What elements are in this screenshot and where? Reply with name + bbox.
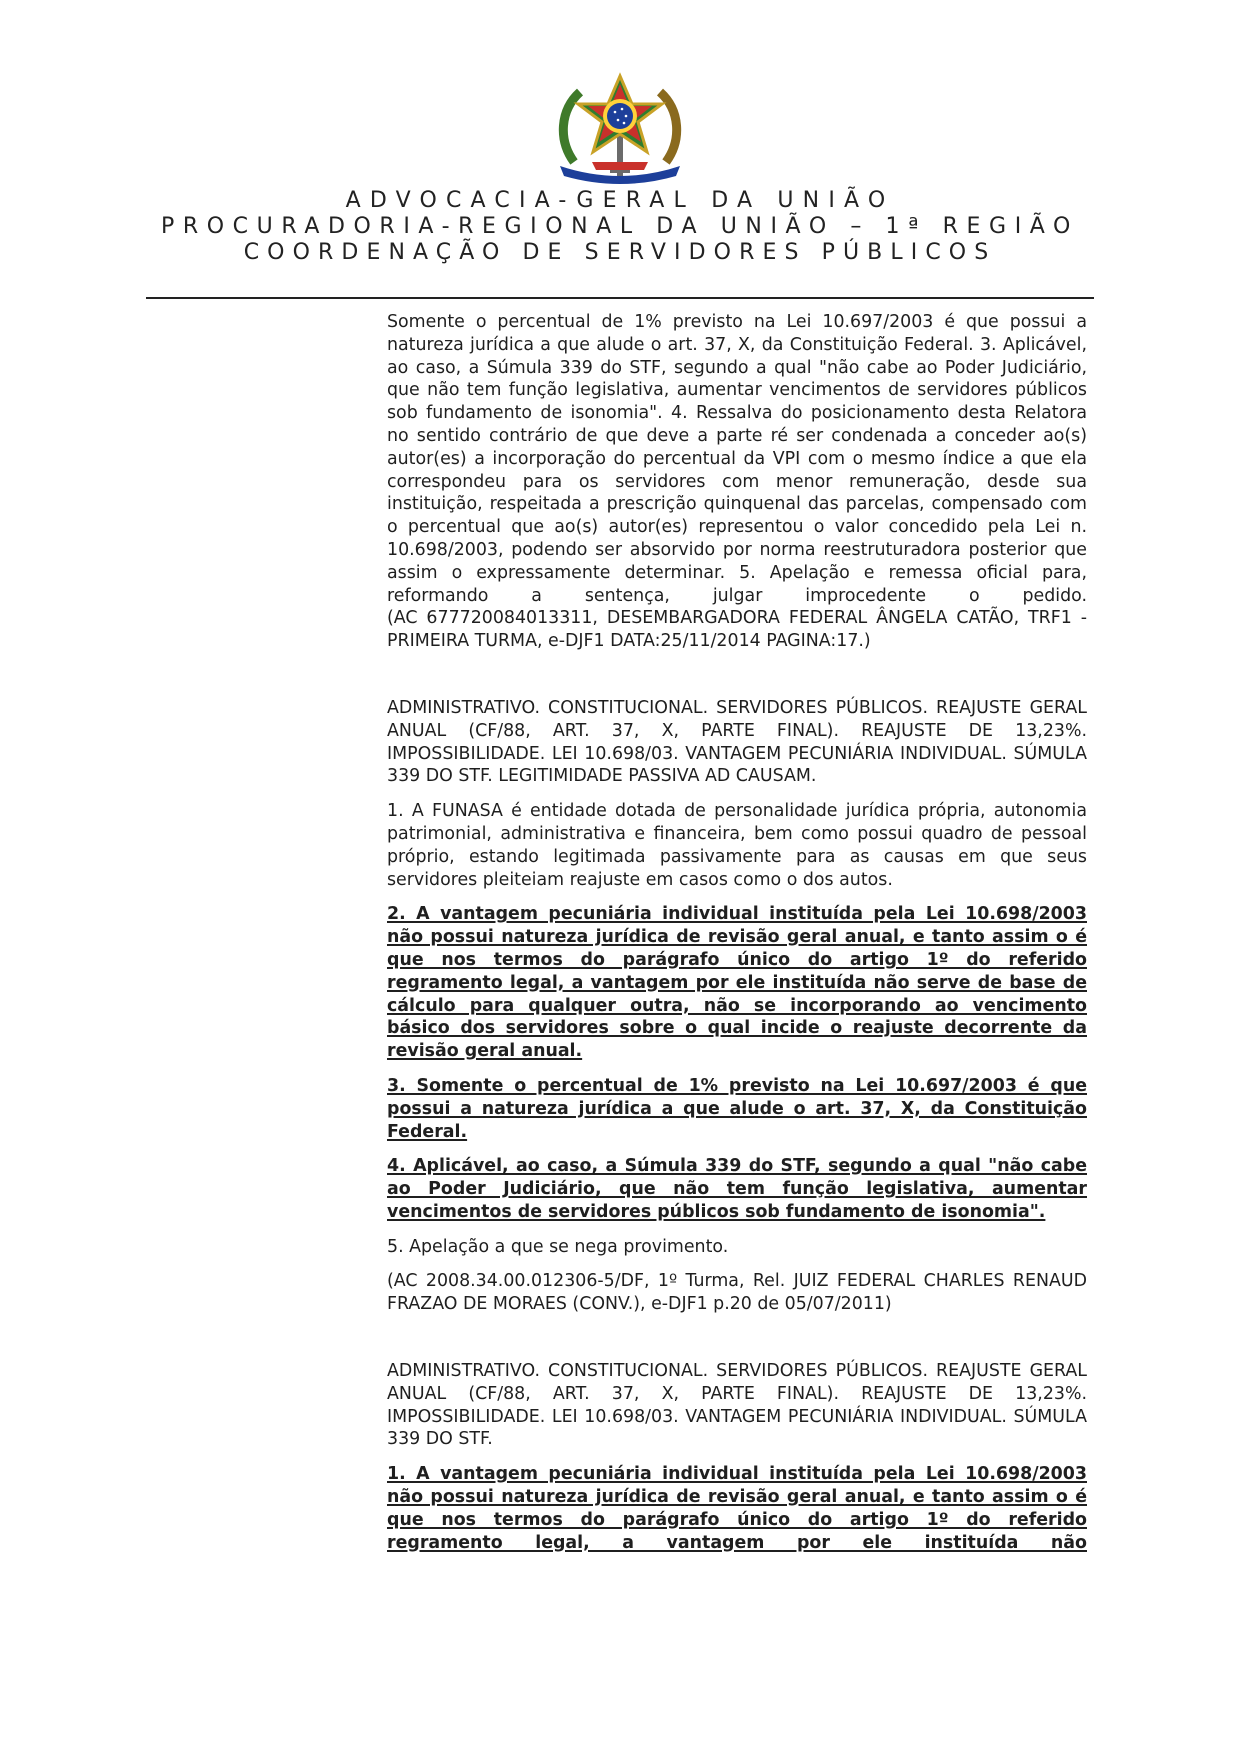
header-line-coordination: COORDENAÇÃO DE SERVIDORES PÚBLICOS bbox=[243, 240, 997, 265]
header-line-agency: ADVOCACIA-GERAL DA UNIÃO bbox=[345, 188, 895, 213]
ementa-3-heading: ADMINISTRATIVO. CONSTITUCIONAL. SERVIDORES PÚBLICOS. REAJUSTE GERAL ANUAL (CF/88, ART. 37, X, PARTE FINAL). REAJUSTE DE 13,23%. IMPOSSIBILIDADE. LEI 10.698/03. VANTAGEM PECUNIÁRIA INDIVIDUAL. SÚMULA 339 DO STF. bbox=[387, 1361, 1087, 1450]
document-header bbox=[0, 188, 1240, 266]
document-body bbox=[387, 311, 1087, 1554]
citation-2: (AC 2008.34.00.012306-5/DF, 1º Turma, Rel. JUIZ FEDERAL CHARLES RENAUD FRAZAO DE MORAES (CONV.), e-DJF1 p.20 de 05/07/2011) bbox=[387, 1271, 1087, 1315]
citation-1: (AC 677720084013311, DESEMBARGADORA FEDERAL ÂNGELA CATÃO, TRF1 - PRIMEIRA TURMA, e-DJF1 DATA:25/11/2014 PAGINA:17.) bbox=[387, 608, 1087, 652]
brazil-coat-of-arms-icon bbox=[552, 70, 688, 186]
ementa-2-item-2: 2. A vantagem pecuniária individual instituída pela Lei 10.698/2003 não possui natureza jurídica de revisão geral anual, e tanto assim o é que nos termos do parágrafo único do artigo 1º do referido regramento legal, a vantagem por ele instituída não serve de base de cálculo para qualquer outra, não se incorporando ao vencimento básico dos servidores sobre o qual incide o reajuste decorrente da revisão geral anual. bbox=[387, 904, 1087, 1062]
ementa-2-item-3: 3. Somente o percentual de 1% previsto na Lei 10.697/2003 é que possui a natureza jurídica a que alude o art. 37, X, da Constituição Federal. bbox=[387, 1075, 1087, 1142]
header-line-regional: PROCURADORIA-REGIONAL DA UNIÃO – 1ª REGIÃO bbox=[161, 214, 1079, 239]
ementa-2-item-5: 5. Apelação a que se nega provimento. bbox=[387, 1236, 729, 1257]
header-divider bbox=[146, 297, 1094, 299]
ementa-2-item-4: 4. Aplicável, ao caso, a Súmula 339 do STF, segundo a qual "não cabe ao Poder Judiciário, que não tem função legislativa, aumentar vencimentos de servidores públicos sob fundamento de isonomia". bbox=[387, 1156, 1087, 1222]
ementa-2-heading: ADMINISTRATIVO. CONSTITUCIONAL. SERVIDORES PÚBLICOS. REAJUSTE GERAL ANUAL (CF/88, ART. 37, X, PARTE FINAL). REAJUSTE DE 13,23%. IMPOSSIBILIDADE. LEI 10.698/03. VANTAGEM PECUNIÁRIA INDIVIDUAL. SÚMULA 339 DO STF. LEGITIMIDADE PASSIVA AD CAUSAM. bbox=[387, 697, 1087, 787]
paragraph-continuation: Somente o percentual de 1% previsto na Lei 10.697/2003 é que possui a natureza jurídica a que alude o art. 37, X, da Constituição Federal. 3. Aplicável, ao caso, a Súmula 339 do STF, segundo a qual "não cabe ao Poder Judiciário, que não tem função legislativa, aumentar vencimentos de servidores públicos sob fundamento de isonomia". 4. Ressalva do posicionamento desta Relatora no sentido contrário de que deve a parte ré ser condenada a conceder ao(s) autor(es) a incorporação do percentual da VPI com o mesmo índice a que ela correspondeu para os servidores com menor remuneração, desde sua instituição, respeitada a prescrição quinquenal das parcelas, compensado com o percentual que ao(s) autor(es) representou o valor concedido pela Lei n. 10.698/2003, podendo ser absorvido por norma reestruturadora posterior que assim o expressamente determinar. 5. Apelação e remessa oficial para, reformando a sentença, julgar improcedente o pedido. bbox=[387, 312, 1087, 606]
ementa-3-item-1: 1. A vantagem pecuniária individual instituída pela Lei 10.698/2003 não possui natureza jurídica de revisão geral anual, e tanto assim o é que nos termos do parágrafo único do artigo 1º do referido regramento legal, a vantagem por ele instituída não bbox=[387, 1464, 1087, 1553]
ementa-2-item-1: 1. A FUNASA é entidade dotada de personalidade jurídica própria, autonomia patrimonial, administrativa e financeira, bem como possui quadro de pessoal próprio, estando legitimada passivamente para as causas em que seus servidores pleiteiam reajuste em casos como o dos autos. bbox=[387, 801, 1087, 890]
